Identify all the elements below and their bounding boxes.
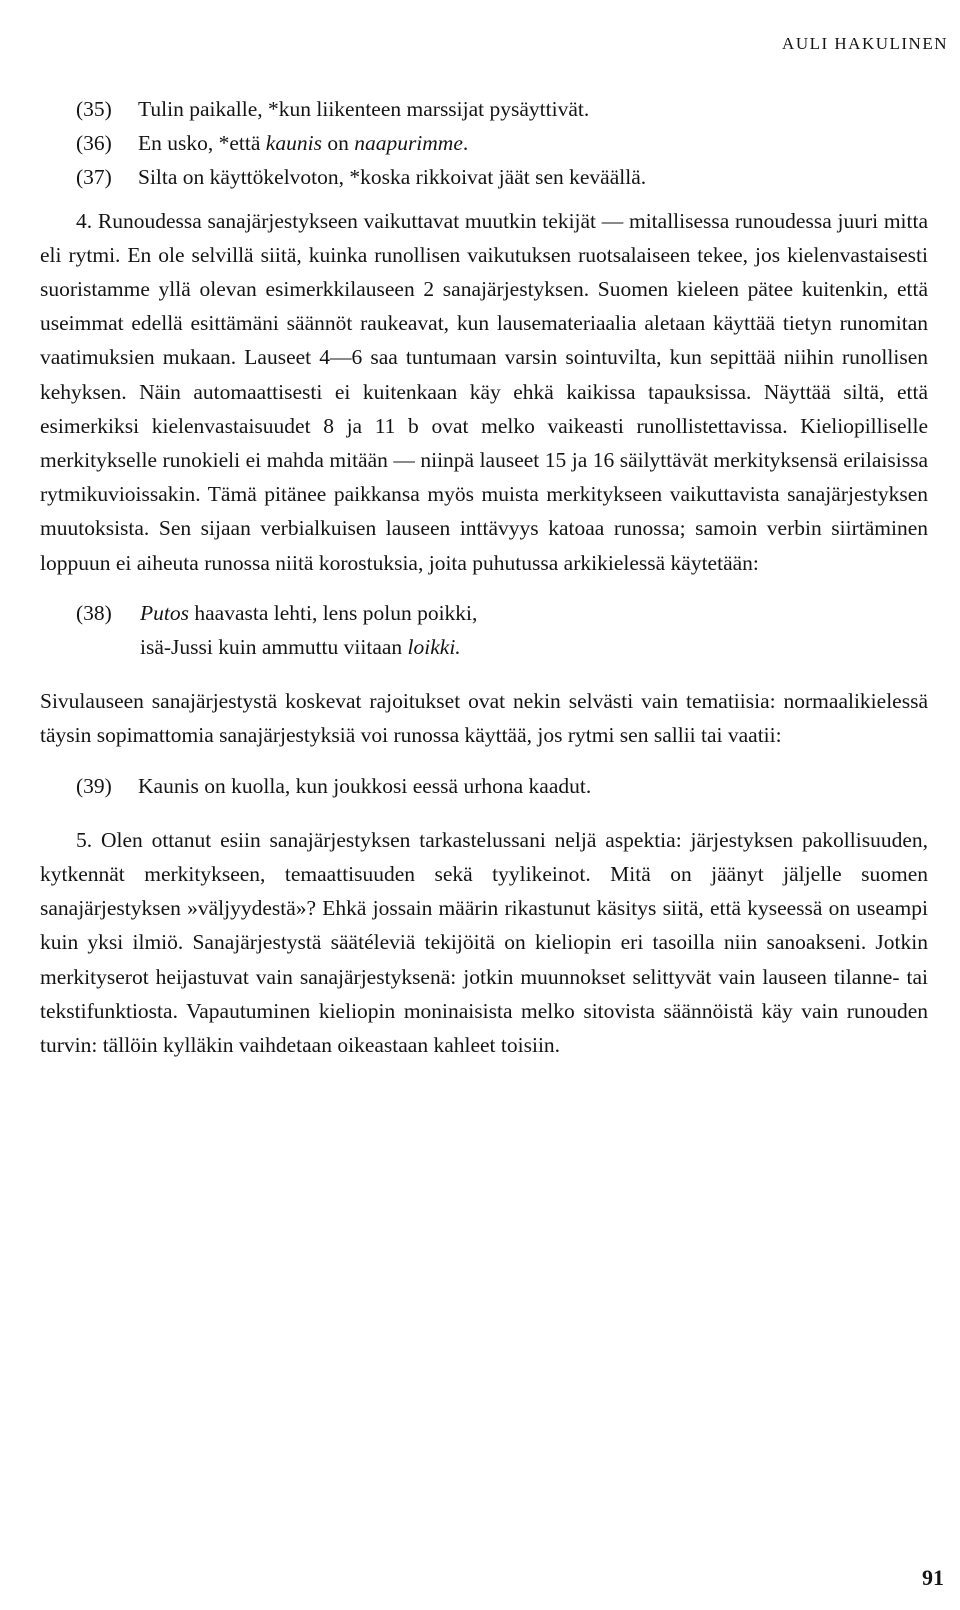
paragraph-5: 5. Olen ottanut esiin sanajärjestyksen tarkastelussani neljä aspektia: järjestyksen pakollisuuden, kytkennät merkitykseen, temaattisuuden sekä tyylikeinot. Mitä on jäänyt jäljelle suomen sanajärjestyksen »väljyydestä»? Ehkä jossain määrin rikastunut käsitys siitä, että kyseessä on useampi kuin yksi ilmiö. Sanajärjestystä säätéleviä tekijöitä on kieliopin eri tasoilla niin sanoakseni. Jotkin merkityserot heijastuvat vain sanajärjestyksenä: jotkin muunnokset selittyvät vain lauseen tilanne- tai tekstifunktiosta. Vapautuminen kieliopin moninaisista melko sitovista säännöistä käy vain runouden turvin: tällöin kylläkin vaihdetaan oikeastaan kahleet toisiin. [40, 827, 928, 1058]
example-text: Silta on käyttökelvoton, *koska rikkoivat jäät sen keväällä. [138, 165, 647, 190]
poem-line-1: Putos haavasta lehti, lens polun poikki, [140, 600, 478, 625]
poem-line-2: isä-Jussi kuin ammuttu viitaan loikki. [140, 635, 461, 660]
example-36 [76, 126, 928, 160]
example-number: (36) [76, 131, 112, 156]
example-number: (38) [76, 600, 112, 625]
page-number: 91 [922, 1565, 944, 1590]
example-39 [40, 769, 928, 803]
example-text: Kaunis on kuolla, kun joukkosi eessä urhona kaadut. [138, 773, 592, 798]
example-text: Tulin paikalle, *kun liikenteen marssijat pysäyttivät. [138, 97, 590, 121]
example-number: (39) [76, 773, 112, 798]
paragraph-4: 4. Runoudessa sanajärjestykseen vaikuttavat muutkin tekijät — mitallisessa runoudessa juuri mitta eli rytmi. En ole selvillä siitä, kuinka runollisen vaikutuksen ruotsalaiseen tekee, jos kielenvastaisesti suoristamme yllä olevan esimerkkilauseen 2 sanajärjestyksen. Suomen kieleen pätee kuitenkin, että useimmat edellä esittämäni säännöt raukeavat, kun lausemateriaalia aletaan käyttää tietyn runomitan vaatimuksien mukaan. Lauseet 4—6 saa tuntumaan varsin sointuvilta, kun sepittää niihin runollisen kehyksen. Näin automaattisesti ei kuitenkaan käy ehkä kaikissa tapauksissa. Näyttää siltä, että esimerkiksi kielenvastaisuudet 8 ja 11 b ovat melko vaikeasti runollistettavissa. Kieliopilliselle merkitykselle runokieli ei mahda mitään — niinpä lauseet 15 ja 16 säilyttävät merkityksensä erilaisissa rytmikuvioissakin. Tämä pitänee paikkansa myös muista merkitykseen vaikuttavista sanajärjestyksen muutoksista. Sen sijaan verbialkuisen lauseen inttävyys katoaa runossa; samoin verbin siirtäminen loppuun ei aiheuta runossa niitä korostuksia, joita puhutussa arkikielessä käytetään: [40, 208, 928, 575]
page-body [40, 92, 928, 1062]
example-38 [40, 596, 928, 664]
example-number: (35) [76, 97, 112, 121]
paragraph-sivulause: Sivulauseen sanajärjestystä koskevat rajoitukset ovat nekin selvästi vain tematiisia: normaalikielessä täysin sopimattomia sanajärjestyksiä voi runossa käyttää, jos rytmi sen sallii tai vaatii: [40, 689, 928, 748]
example-number: (37) [76, 165, 112, 190]
example-37 [76, 160, 928, 194]
example-text: En usko, *että kaunis on naapurimme. [138, 131, 469, 156]
example-35 [76, 92, 928, 126]
running-header: AULI HAKULINEN [782, 34, 948, 53]
example-list-top [40, 92, 928, 195]
